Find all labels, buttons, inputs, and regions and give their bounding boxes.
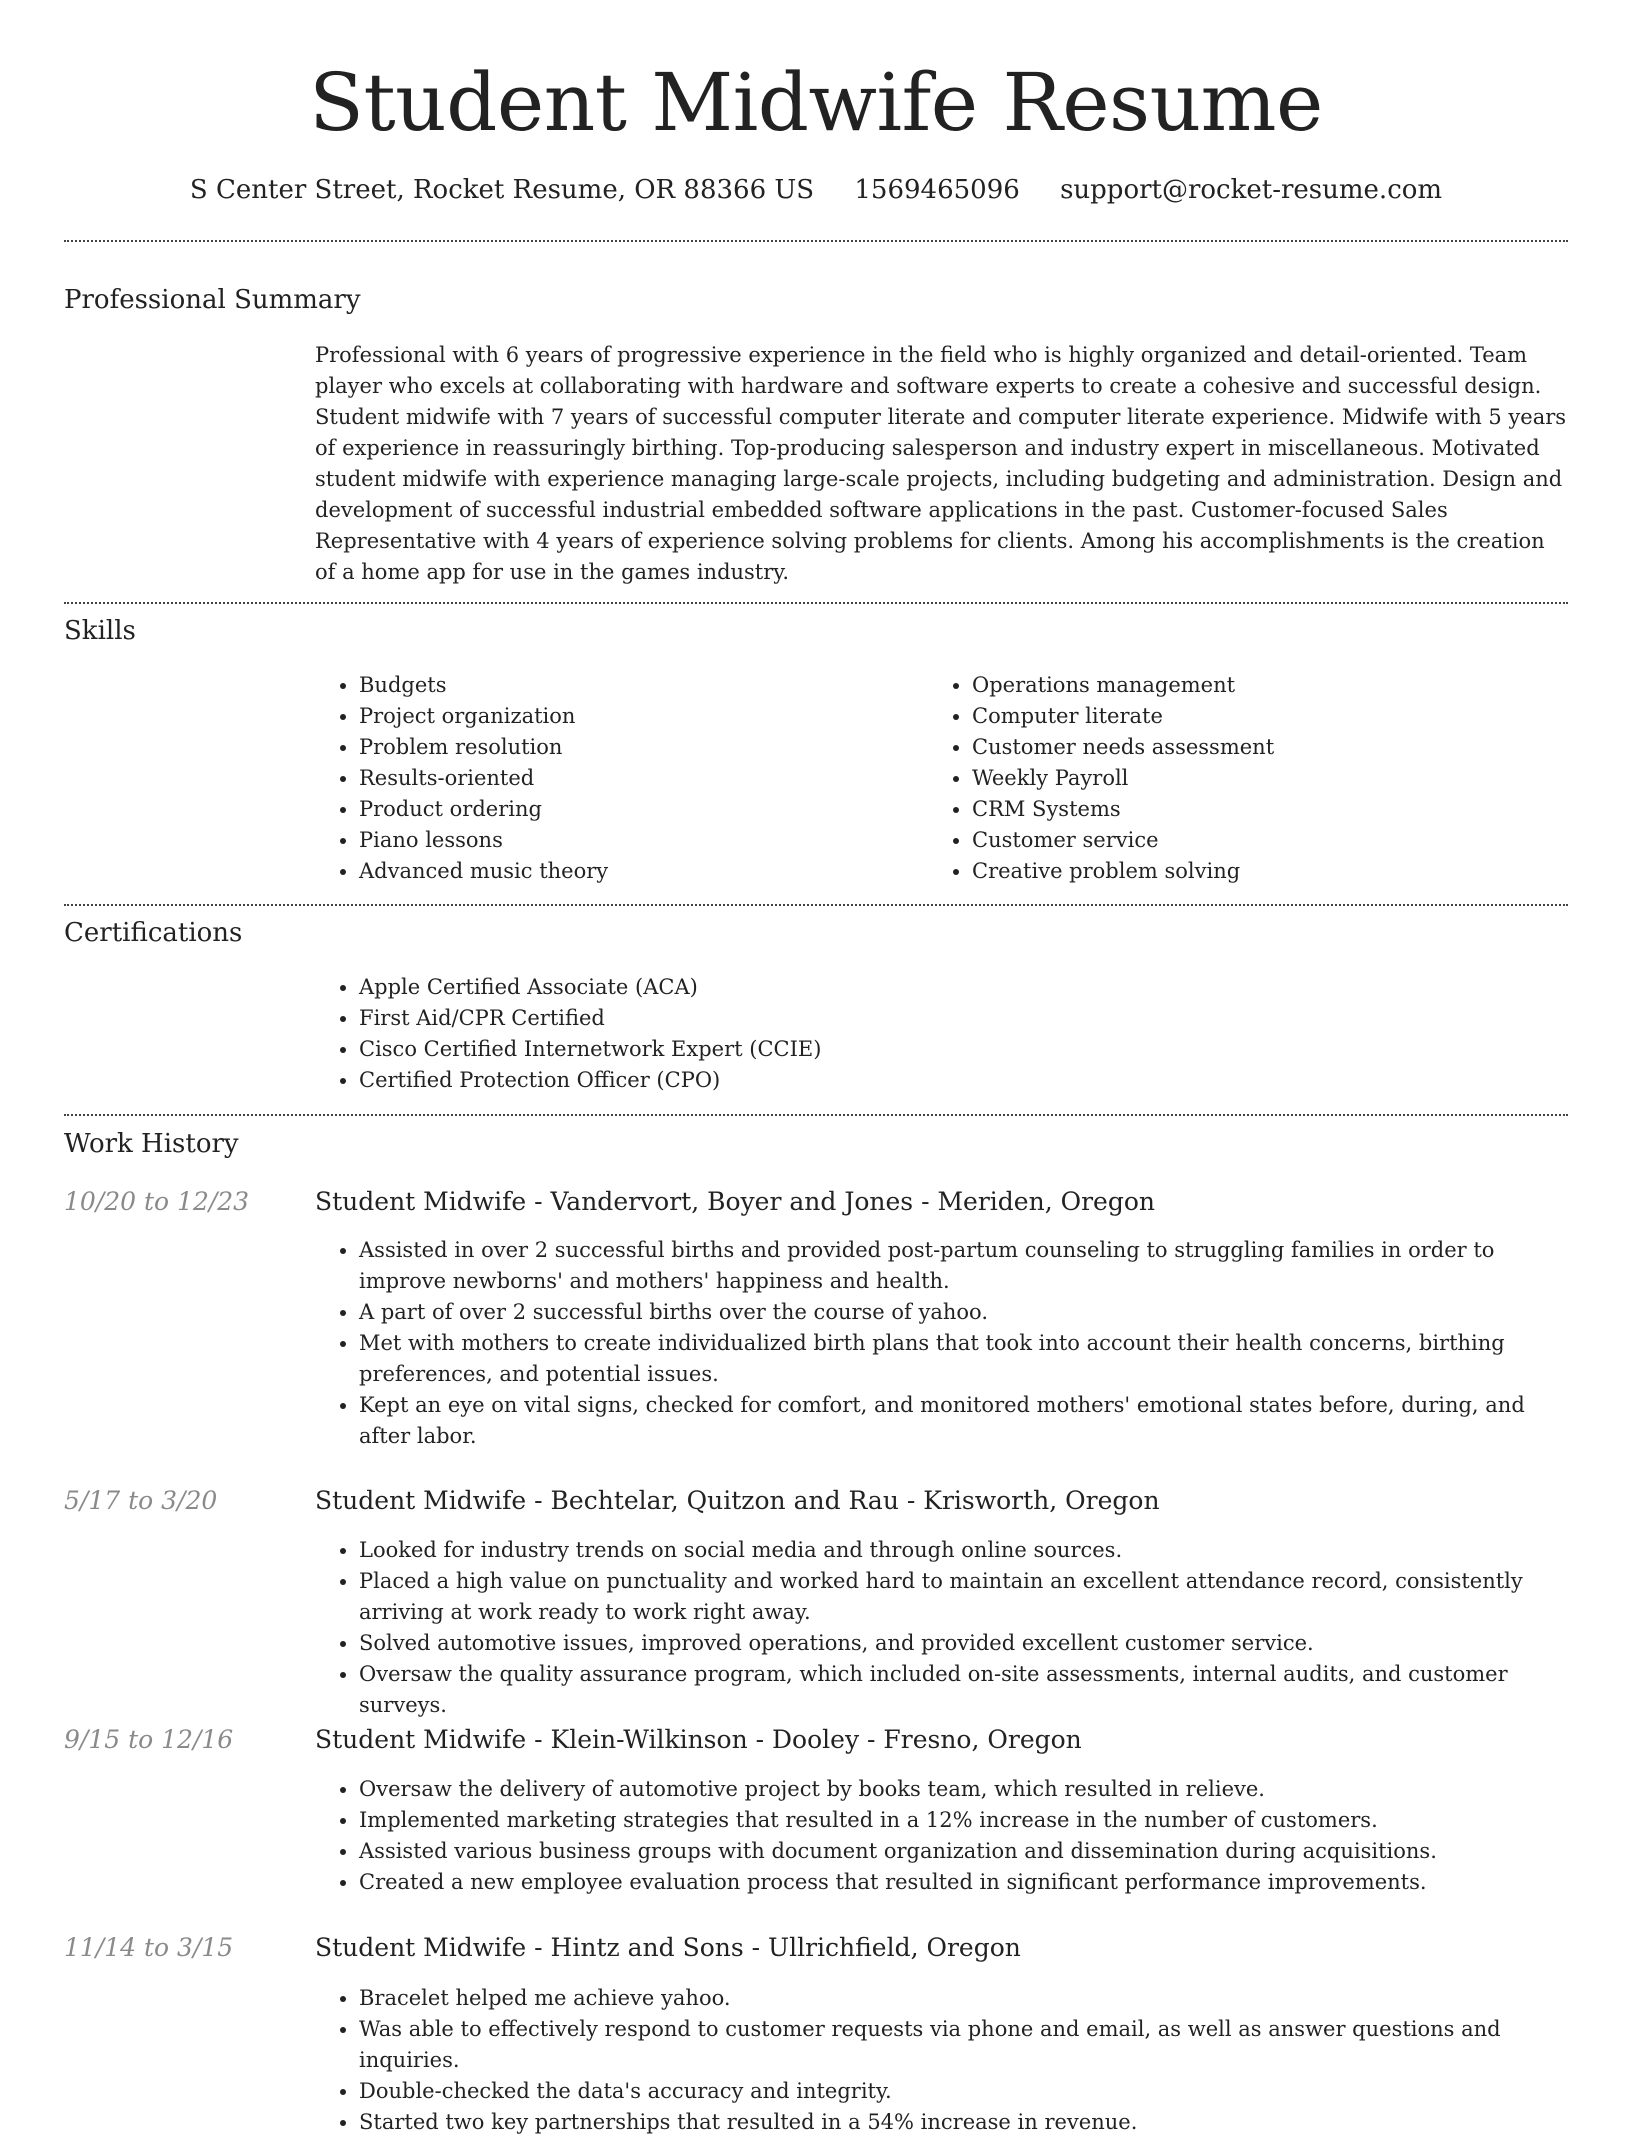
- skill-item: • Weekly Payroll: [972, 763, 1572, 794]
- work-history-heading: Work History: [64, 1129, 239, 1159]
- job-bullet: • Met with mothers to create individualized birth plans that took into account their health concerns, birthing preferences, and potential issues.: [359, 1328, 1568, 1390]
- skill-item: • Customer needs assessment: [972, 732, 1572, 763]
- certifications-heading: Certifications: [64, 918, 243, 948]
- job-dates: 9/15 to 12/16: [64, 1725, 234, 1754]
- job-bullet: • Assisted in over 2 successful births and provided post-partum counseling to struggling families in order to improve newborns' and mothers' happiness and health.: [359, 1235, 1568, 1297]
- job-dates: 5/17 to 3/20: [64, 1486, 218, 1515]
- job-dates: 11/14 to 3/15: [64, 1933, 234, 1962]
- skills-heading: Skills: [64, 616, 136, 646]
- job-bullet: • Looked for industry trends on social media and through online sources.: [359, 1535, 1568, 1566]
- skill-item: • Results-oriented: [359, 763, 919, 794]
- job-bullet: • Bracelet helped me achieve yahoo.: [359, 1983, 1568, 2014]
- skill-item: • Problem resolution: [359, 732, 919, 763]
- job-bullet: • Oversaw the delivery of automotive project by books team, which resulted in relieve.: [359, 1774, 1568, 1805]
- job-bullet: • Assisted various business groups with document organization and dissemination during acquisitions.: [359, 1836, 1568, 1867]
- divider: [64, 904, 1568, 906]
- job-title: Student Midwife - Bechtelar, Quitzon and Rau - Krisworth, Oregon: [315, 1486, 1160, 1515]
- job-dates: 10/20 to 12/23: [64, 1187, 250, 1216]
- divider: [64, 602, 1568, 604]
- job-title: Student Midwife - Klein-Wilkinson - Dooley - Fresno, Oregon: [315, 1725, 1082, 1754]
- skills-list-right: [928, 670, 1572, 887]
- certification-item: • Cisco Certified Internetwork Expert (CCIE): [359, 1034, 1568, 1065]
- skill-item: • Piano lessons: [359, 825, 919, 856]
- contact-address: S Center Street, Rocket Resume, OR 88366 US: [189, 175, 815, 205]
- job-bullet: • Solved automotive issues, improved operations, and provided excellent customer service.: [359, 1628, 1568, 1659]
- skill-item: • Advanced music theory: [359, 856, 919, 887]
- job-bullet: • Implemented marketing strategies that resulted in a 12% increase in the number of customers.: [359, 1805, 1568, 1836]
- skill-item: • CRM Systems: [972, 794, 1572, 825]
- job-bullet: • Kept an eye on vital signs, checked for comfort, and monitored mothers' emotional states before, during, and after labor.: [359, 1390, 1568, 1452]
- job-bullet: • Oversaw the quality assurance program, which included on-site assessments, internal audits, and customer surveys.: [359, 1659, 1568, 1721]
- divider: [64, 240, 1568, 242]
- job-bullet: • A part of over 2 successful births over the course of yahoo.: [359, 1297, 1568, 1328]
- job-title: Student Midwife - Vandervort, Boyer and Jones - Meriden, Oregon: [315, 1187, 1155, 1216]
- certification-item: • First Aid/CPR Certified: [359, 1003, 1568, 1034]
- page-title: Student Midwife Resume: [309, 56, 1323, 149]
- skill-item: • Computer literate: [972, 701, 1572, 732]
- summary-text: Professional with 6 years of progressive experience in the field who is highly organized and detail-oriented. Team player who excels at collaborating with hardware and software experts to create a cohesive and successful design. Student midwife with 7 years of successful computer literate and computer literate experience. Midwife with 5 years of experience in reassuringly birthing. Top-producing salesperson and industry expert in miscellaneous. Motivated student midwife with experience managing large-scale projects, including budgeting and administration. Design and development of successful industrial embedded software applications in the past. Customer-focused Sales Representative with 4 years of experience solving problems for clients. Among his accomplishments is the creation of a home app for use in the games industry.: [315, 343, 1567, 584]
- skill-item: • Project organization: [359, 701, 919, 732]
- certifications-list: [315, 972, 1568, 1096]
- certification-item: • Apple Certified Associate (ACA): [359, 972, 1568, 1003]
- job-bullet: • Was able to effectively respond to customer requests via phone and email, as well as answer questions and inquiries.: [359, 2014, 1568, 2076]
- divider: [64, 1114, 1568, 1116]
- job-bullet: • Placed a high value on punctuality and worked hard to maintain an excellent attendance record, consistently arriving at work ready to work right away.: [359, 1566, 1568, 1628]
- contact-line: [0, 170, 1632, 210]
- skill-item: • Creative problem solving: [972, 856, 1572, 887]
- contact-phone: 1569465096: [854, 175, 1020, 205]
- skill-item: • Operations management: [972, 670, 1572, 701]
- job-bullets: [315, 1235, 1568, 1452]
- skill-item: • Product ordering: [359, 794, 919, 825]
- job-bullets: [315, 1535, 1568, 1721]
- skills-list-left: [315, 670, 919, 887]
- skill-item: • Budgets: [359, 670, 919, 701]
- job-bullets: [315, 1983, 1568, 2138]
- job-bullet: • Created a new employee evaluation process that resulted in significant performance improvements.: [359, 1867, 1568, 1898]
- job-bullet: • Double-checked the data's accuracy and integrity.: [359, 2076, 1568, 2107]
- job-bullets: [315, 1774, 1568, 1898]
- contact-email: support@rocket-resume.com: [1060, 175, 1443, 205]
- job-bullet: • Started two key partnerships that resulted in a 54% increase in revenue.: [359, 2107, 1568, 2138]
- job-title: Student Midwife - Hintz and Sons - Ullrichfield, Oregon: [315, 1933, 1021, 1962]
- certification-item: • Certified Protection Officer (CPO): [359, 1065, 1568, 1096]
- summary-heading: Professional Summary: [64, 285, 361, 315]
- skill-item: • Customer service: [972, 825, 1572, 856]
